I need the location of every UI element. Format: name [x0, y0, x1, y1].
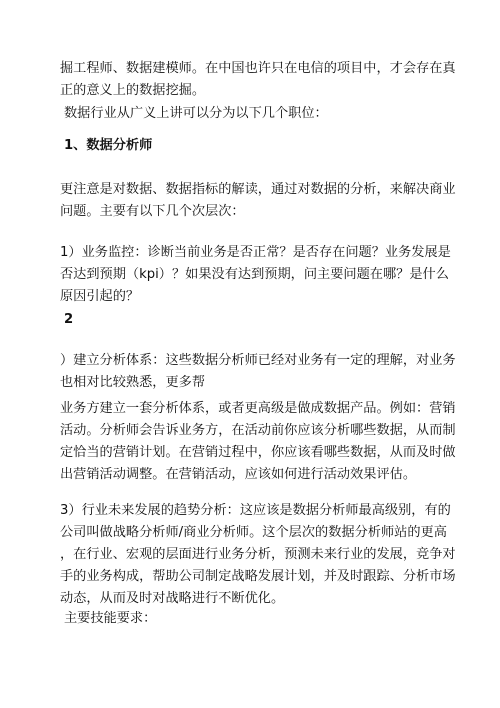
- section-heading-data-analyst: [64, 135, 456, 157]
- paragraph-analysis-system: [60, 350, 456, 394]
- paragraph-analyst-focus: [60, 179, 456, 223]
- text-line: 问题。主要有以下几个次层次：: [60, 204, 245, 219]
- text-line: 原因引起的？: [60, 289, 140, 304]
- text-line: 出营销活动调整。在营销活动，应该如何进行活动效果评估。: [60, 467, 417, 482]
- text-line: 动态，从而及时对战略进行不断优化。: [60, 591, 285, 606]
- paragraph-data-mining-intro: [60, 58, 456, 102]
- text-line: 3）行业未来发展的趋势分析：这应该是数据分析师最高级别，有的: [60, 503, 451, 518]
- paragraph-marketing-example: [60, 398, 456, 486]
- text-line: 公司叫做战略分析师/商业分析师。这个层次的数据分析师站的更高: [60, 525, 447, 540]
- paragraph-trend-analysis: [60, 500, 456, 610]
- text-line: 掘工程师、数据建模师。在中国也许只在电信的项目中，才会存在真: [60, 61, 456, 76]
- text-line: 业务方建立一套分析体系，或者更高级是做成数据产品。例如：营销: [60, 401, 456, 416]
- text-line: 数据行业从广义上讲可以分为以下几个职位：: [64, 106, 328, 121]
- list-number-2: [64, 309, 456, 331]
- paragraph-business-monitoring: [60, 242, 452, 308]
- text-line: 手的业务构成，帮助公司制定战略发展计划，并及时跟踪、分析市场: [60, 569, 456, 584]
- paragraph-skills-heading: [64, 608, 456, 630]
- text-line: 也相对比较熟悉，更多帮: [60, 375, 206, 390]
- text-line: ）建立分析体系：这些数据分析师已经对业务有一定的理解，对业务: [60, 353, 456, 368]
- text-line: 1）业务监控：诊断当前业务是否正常？是否存在问题？业务发展是: [60, 245, 451, 260]
- text-line: 2: [64, 312, 74, 327]
- text-line: ，在行业、宏观的层面进行业务分析，预测未来行业的发展，竞争对: [60, 547, 456, 562]
- text-line: 主要技能要求：: [64, 611, 157, 626]
- text-line: 更注意是对数据、数据指标的解读，通过对数据的分析，来解决商业: [60, 182, 456, 197]
- text-line: 正的意义上的数据挖掘。: [60, 83, 206, 98]
- text-line: 否达到预期（kpi）？如果没有达到预期，问主要问题在哪？是什么: [60, 267, 449, 282]
- paragraph-job-categories: [64, 103, 456, 125]
- text-line: 活动。分析师会告诉业务方，在活动前你应该分析哪些数据，从而制: [60, 423, 456, 438]
- text-line: 1、数据分析师: [64, 138, 153, 153]
- text-line: 定恰当的营销计划。在营销过程中，你应该看哪些数据，从而及时做: [60, 445, 456, 460]
